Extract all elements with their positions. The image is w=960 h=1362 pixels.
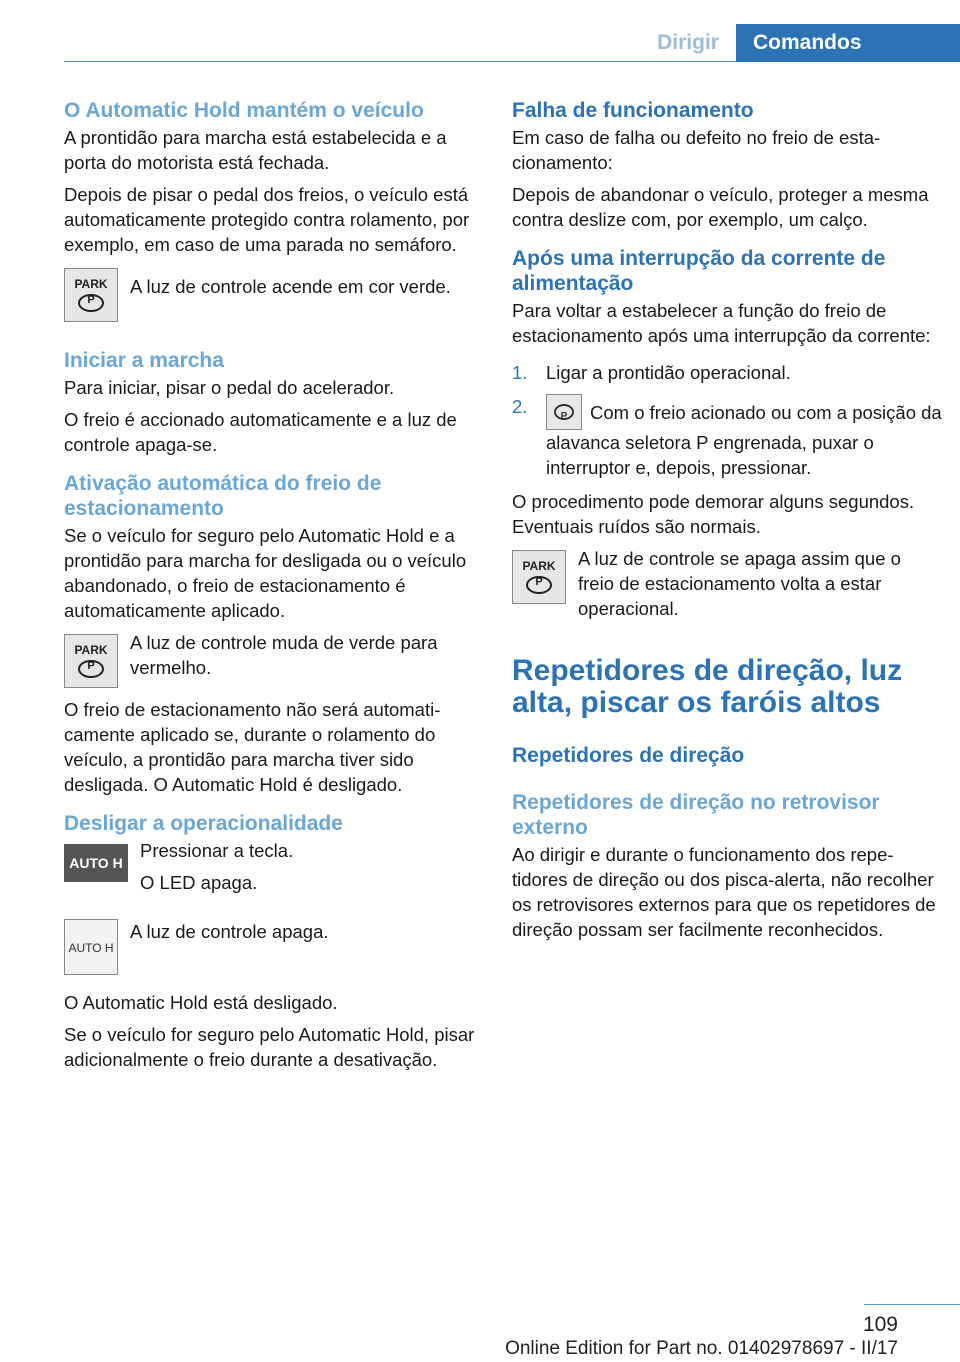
p-circle-icon — [526, 576, 552, 594]
left-column — [64, 98, 480, 1079]
indicator-text: A luz de controle apaga. — [130, 921, 329, 942]
paragraph: Para voltar a estabelecer a função do freio de estacionamento após uma interrupção da corrente: — [512, 300, 931, 346]
paragraph: Para iniciar, pisar o pedal do acelerador. — [64, 377, 395, 398]
footer-rule — [864, 1304, 960, 1305]
paragraph: O procedimento pode demorar alguns segundos. Eventuais ruídos são normais. — [512, 491, 915, 537]
paragraph: O freio de estacionamento não será automaticamente aplicado se, durante o rolamento do veículo, a prontidão para marcha tiver sido desligada. O Automatic Hold é desligado. — [64, 699, 441, 795]
edition-note: Online Edition for Part no. 01402978697 - II/17 — [505, 1338, 898, 1359]
auto-h-button-row — [64, 838, 480, 912]
heading-falha-funcionamento: Falha de funcionamento — [512, 99, 754, 122]
paragraph: Depois de abandonar o veículo, proteger a mesma contra deslize com, por exemplo, um calço. — [512, 184, 929, 230]
park-indicator-row — [512, 546, 942, 621]
paragraph: Ao dirigir e durante o funcionamento dos repetidores de direção ou dos pisca-alerta, não recolher os retrovisores externos para que os repetidores de direção possam ser facilmente reconhecidos. — [512, 844, 936, 940]
paragraph: O Automatic Hold está desligado. — [64, 992, 338, 1013]
heading-interrupcao-corrente: Após uma interrupção da corrente de alimentação — [512, 247, 886, 295]
right-column — [512, 98, 942, 949]
p-circle-icon — [554, 404, 574, 420]
park-brake-icon: PARK P — [512, 550, 566, 604]
tab-dirigir[interactable]: Dirigir — [657, 31, 719, 54]
auto-h-button-icon[interactable]: AUTO H — [64, 844, 128, 882]
park-indicator-row — [64, 630, 480, 690]
step-number: 1. — [512, 362, 528, 383]
park-indicator-row — [64, 264, 480, 324]
list-item — [512, 360, 942, 385]
p-circle-icon — [78, 660, 104, 678]
instruction: O LED apaga. — [140, 872, 258, 893]
heading-ativacao-automatica: Ativação automática do freio de estacionamento — [64, 472, 382, 520]
heading-repetidores-retrovisor: Repetidores de direção no retrovisor externo — [512, 791, 880, 839]
paragraph: Depois de pisar o pedal dos freios, o veículo está automaticamente protegido contra rolamento, por exemplo, em caso de uma parada no semáforo. — [64, 184, 470, 255]
page-number: 109 — [862, 1313, 898, 1336]
park-brake-icon: PARK P — [64, 634, 118, 688]
heading-iniciar-marcha: Iniciar a marcha — [64, 349, 224, 372]
paragraph: Em caso de falha ou defeito no freio de estacionamento: — [512, 127, 881, 173]
indicator-text: A luz de controle se apaga assim que o freio de estacionamento volta a estar operacional. — [578, 548, 901, 619]
parking-brake-switch-icon — [546, 394, 582, 430]
p-circle-icon — [78, 294, 104, 312]
indicator-text: A luz de controle muda de verde para vermelho. — [130, 632, 438, 678]
chapter-title: Repetidores de direção, luz alta, piscar os faróis altos — [512, 654, 903, 719]
list-item — [512, 394, 942, 480]
paragraph: O freio é accionado automaticamente e a luz de controle apaga-se. — [64, 409, 457, 455]
paragraph: A prontidão para marcha está estabelecida e a porta do motorista está fechada. — [64, 127, 447, 173]
paragraph: Se o veículo for seguro pelo Automatic Hold e a prontidão para marcha for desligada ou o veículo abandonado, o freio de estacionamento é automaticamente aplicado. — [64, 525, 467, 621]
heading-repetidores-direcao: Repetidores de direção — [512, 744, 745, 767]
instruction: Pressionar a tecla. — [140, 840, 294, 861]
auto-h-indicator-row — [64, 919, 480, 983]
steps-list — [512, 360, 942, 480]
park-brake-icon: PARK P — [64, 268, 118, 322]
step-number: 2. — [512, 396, 528, 417]
paragraph: Se o veículo for seguro pelo Automatic Hold, pisar adicionalmente o freio durante a desativação. — [64, 1024, 475, 1070]
heading-desligar-operacionalidade: Desligar a operacionalidade — [64, 812, 343, 835]
step-text: Ligar a prontidão operacional. — [546, 362, 791, 383]
auto-h-indicator-icon: AUTO H — [64, 919, 118, 975]
indicator-text: A luz de controle acende em cor verde. — [130, 276, 451, 297]
tab-comandos[interactable]: Comandos — [736, 24, 960, 62]
heading-automatic-hold: O Automatic Hold mantém o veículo — [64, 99, 424, 122]
step-text: Com o freio acionado ou com a posição da alavanca seletora P engrenada, puxar o interruptor e, depois, pressionar. — [546, 402, 942, 478]
